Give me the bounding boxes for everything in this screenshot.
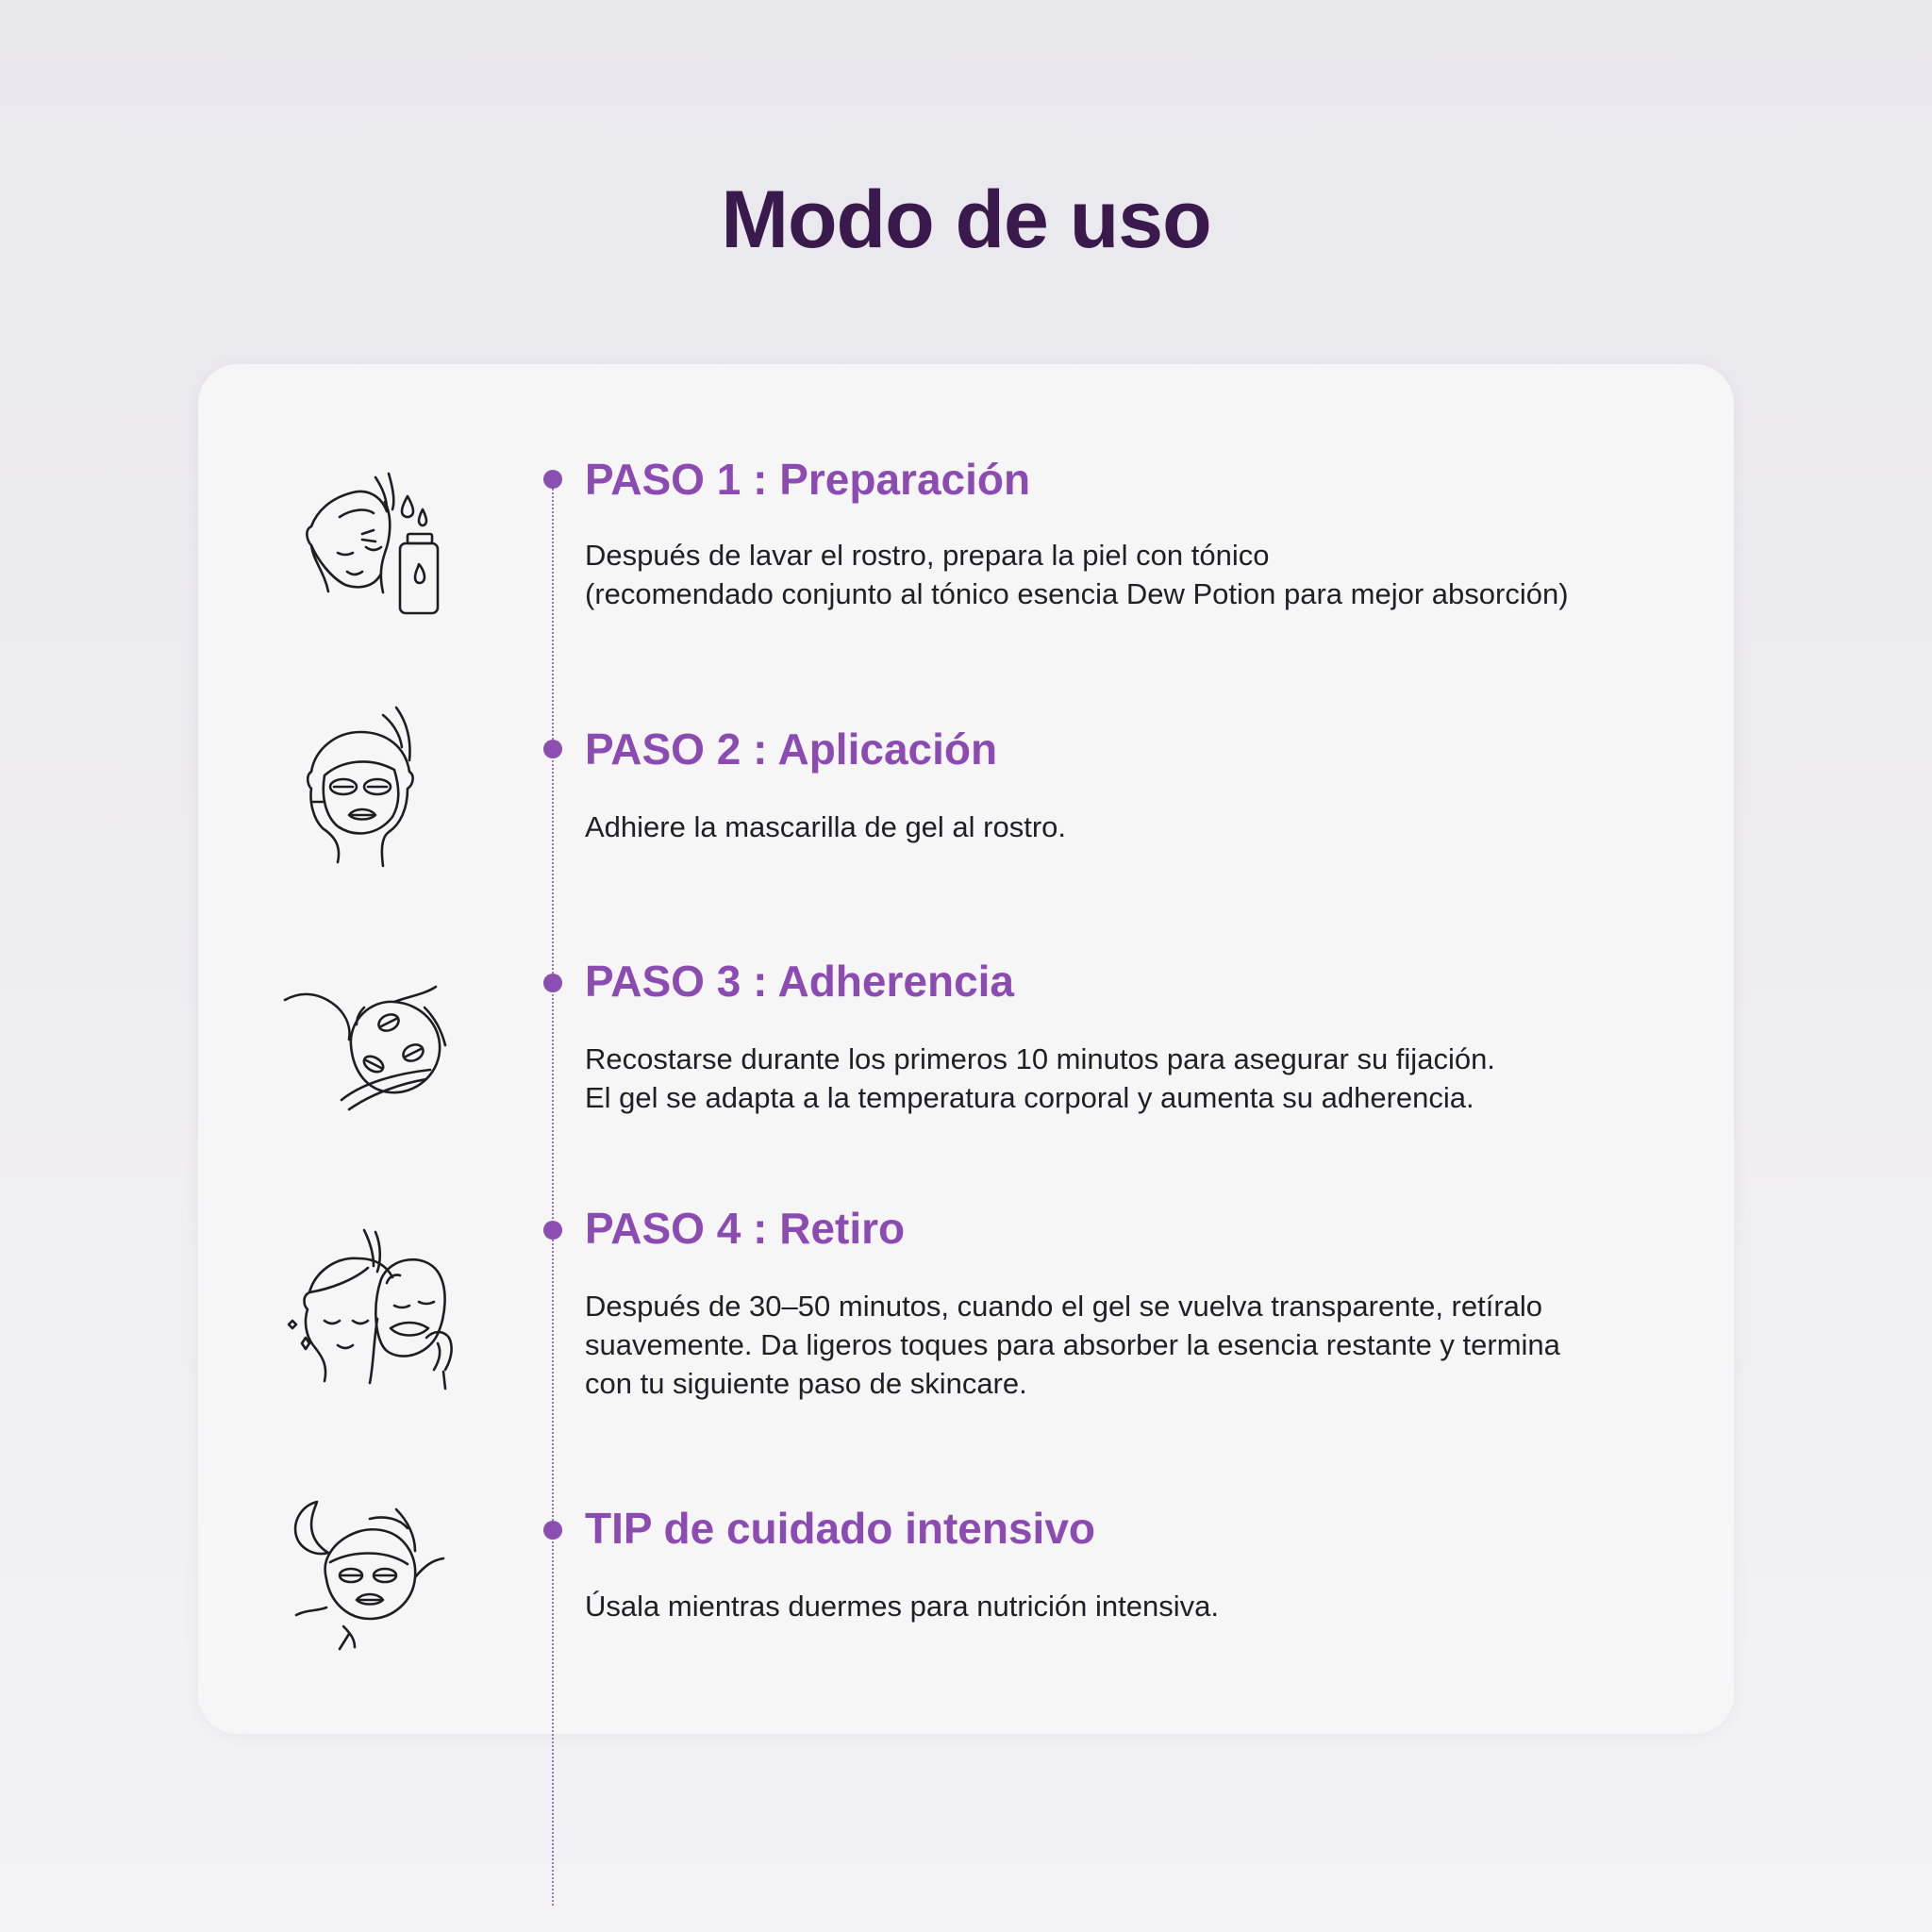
tip-dot: [543, 1521, 562, 1540]
tip-text: [585, 1587, 1698, 1625]
mask-removal-icon: [283, 1223, 472, 1411]
face-mask-icon: [283, 704, 472, 892]
step-3-line-2: El gel se adapta a la temperatura corporal y aumenta su adherencia.: [585, 1081, 1474, 1114]
step-1-dot: [543, 470, 562, 489]
step-3-dot: [543, 974, 562, 992]
step-3-text: [585, 1040, 1698, 1117]
step-1-text: [585, 536, 1698, 613]
step-4-line-1: Después de 30–50 minutos, cuando el gel se vuelva transparente, retíralo: [585, 1290, 1543, 1323]
step-4-title: PASO 4 : Retiro: [585, 1204, 906, 1253]
step-2-line-1: Adhiere la mascarilla de gel al rostro.: [585, 810, 1067, 843]
step-1-line-1: Después de lavar el rostro, prepara la piel con tónico: [585, 539, 1270, 572]
step-2-text: [585, 808, 1698, 846]
step-4-line-2: suavemente. Da ligeros toques para absorber la esencia restante y termina: [585, 1328, 1560, 1361]
step-1-title: PASO 1 : Preparación: [585, 455, 1031, 504]
sleeping-mask-moon-icon: [283, 1492, 472, 1681]
step-3-title: PASO 3 : Adherencia: [585, 957, 1015, 1006]
step-3-line-1: Recostarse durante los primeros 10 minutos para asegurar su fijación.: [585, 1042, 1495, 1075]
face-toner-icon: [283, 455, 472, 643]
timeline-line: [552, 477, 554, 1906]
step-2-title: PASO 2 : Aplicación: [585, 724, 998, 774]
step-2-dot: [543, 740, 562, 758]
step-4-line-3: con tu siguiente paso de skincare.: [585, 1367, 1027, 1400]
lying-face-mask-icon: [283, 958, 472, 1147]
tip-line-1: Úsala mientras duermes para nutrición intensiva.: [585, 1590, 1219, 1623]
step-4-dot: [543, 1221, 562, 1240]
step-1-line-2: (recomendado conjunto al tónico esencia Dew Potion para mejor absorción): [585, 577, 1569, 610]
instructions-card: [198, 364, 1734, 1734]
page-title: Modo de uso: [721, 175, 1211, 265]
tip-title: TIP de cuidado intensivo: [585, 1504, 1096, 1553]
step-4-text: [585, 1287, 1698, 1403]
